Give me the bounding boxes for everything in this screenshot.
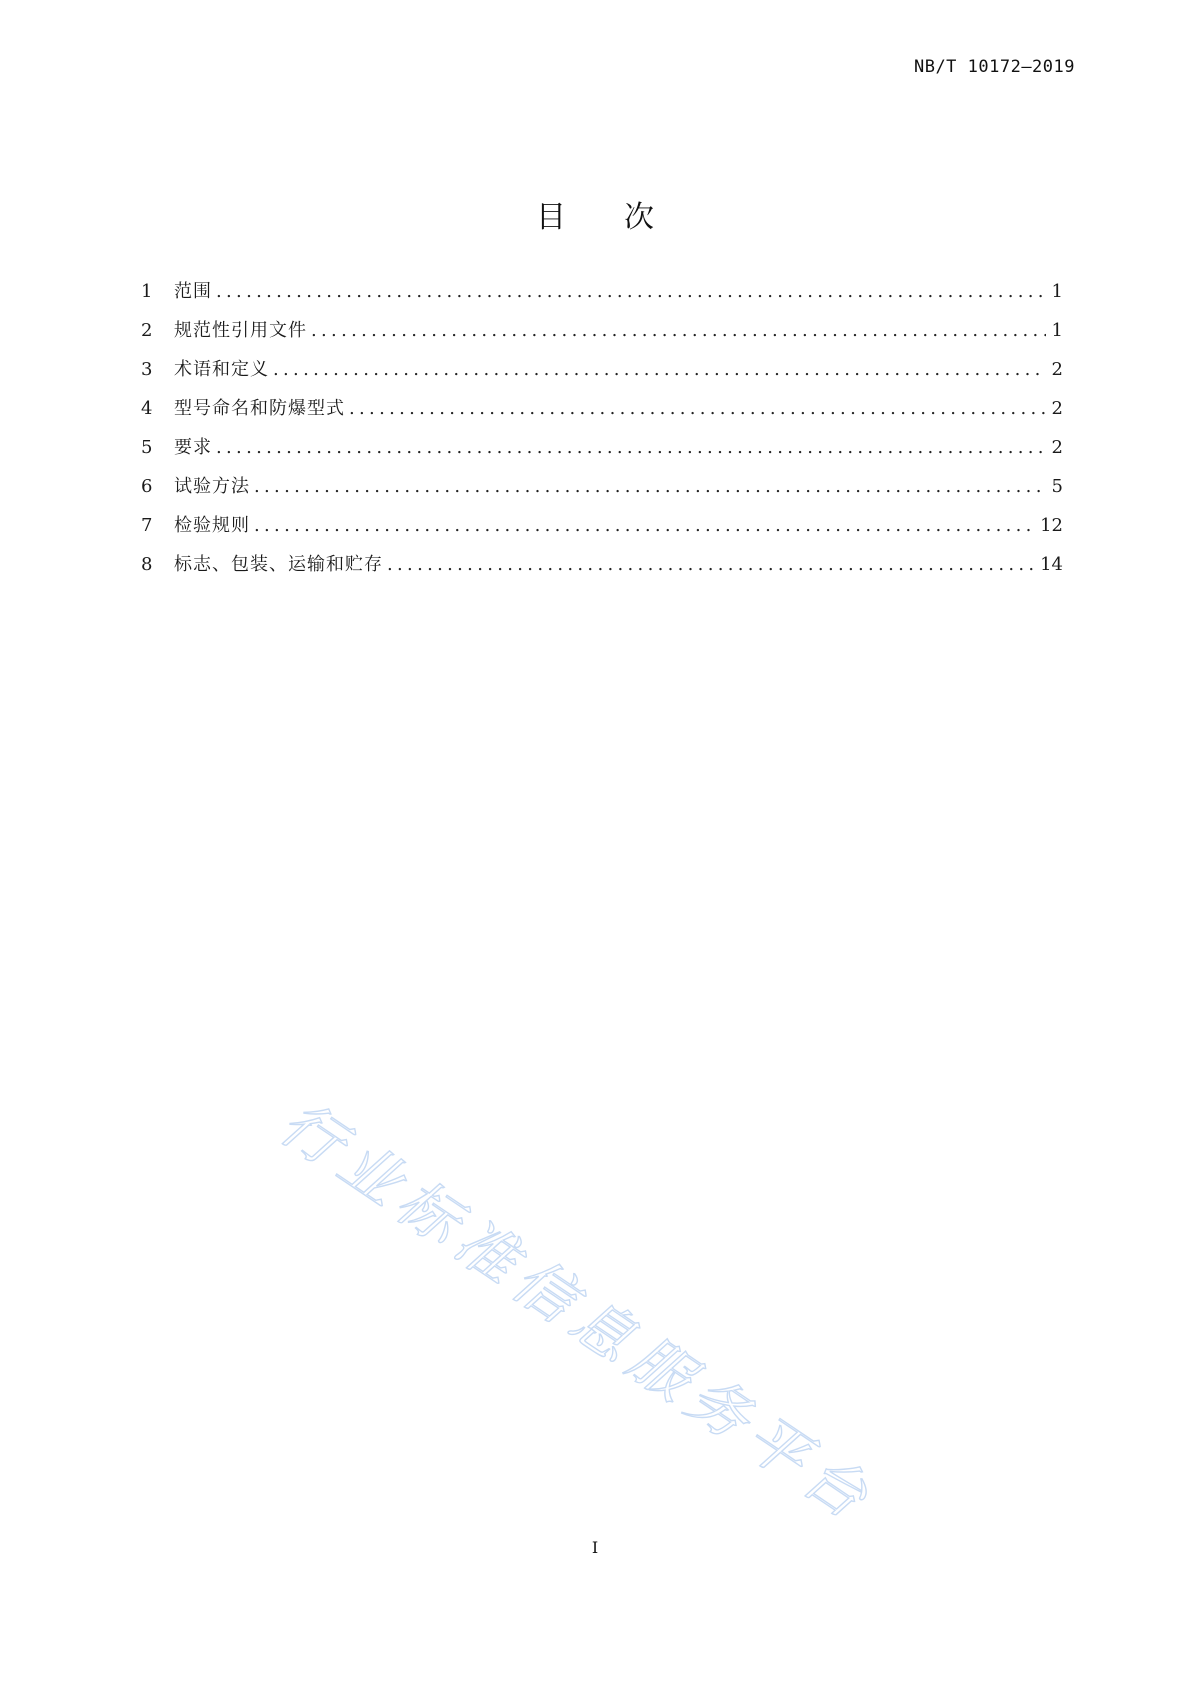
dot-leader bbox=[216, 272, 1046, 311]
toc-entry-page: 12 bbox=[1040, 515, 1063, 536]
toc-entry-title: 型号命名和防爆型式 bbox=[174, 398, 345, 419]
toc-entry-title: 标志、包装、运输和贮存 bbox=[174, 554, 383, 575]
toc-entry[interactable] bbox=[141, 545, 1063, 584]
toc-entry-number: 7 bbox=[141, 515, 153, 536]
page-number-footer: I bbox=[591, 1538, 599, 1557]
toc-entry-page: 2 bbox=[1051, 359, 1063, 380]
toc-entry[interactable] bbox=[141, 467, 1063, 506]
dot-leader bbox=[216, 428, 1046, 467]
toc-entry-number: 4 bbox=[141, 398, 153, 419]
toc-entry-number: 8 bbox=[141, 554, 153, 575]
toc-entry[interactable] bbox=[141, 389, 1063, 428]
toc-entry-title: 术语和定义 bbox=[174, 359, 269, 380]
toc-entry-number: 5 bbox=[141, 437, 153, 458]
toc-entry-page: 14 bbox=[1040, 554, 1063, 575]
dot-leader bbox=[349, 389, 1046, 428]
toc-entry-page: 5 bbox=[1051, 476, 1063, 497]
toc-entry-page: 1 bbox=[1051, 320, 1063, 341]
toc-entry[interactable] bbox=[141, 428, 1063, 467]
toc-entry-page: 1 bbox=[1051, 281, 1063, 302]
toc-entry-number: 2 bbox=[141, 320, 153, 341]
toc-entry-page: 2 bbox=[1051, 398, 1063, 419]
standard-number-header: NB/T 10172—2019 bbox=[913, 57, 1075, 77]
table-of-contents bbox=[141, 272, 1063, 584]
page-title: 目次 bbox=[536, 200, 712, 236]
toc-entry[interactable] bbox=[141, 311, 1063, 350]
toc-entry-page: 2 bbox=[1051, 437, 1063, 458]
toc-entry-title: 要求 bbox=[174, 437, 212, 458]
dot-leader bbox=[273, 350, 1046, 389]
toc-entry-number: 3 bbox=[141, 359, 153, 380]
dot-leader bbox=[254, 467, 1046, 506]
toc-entry-title: 检验规则 bbox=[174, 515, 250, 536]
toc-entry[interactable] bbox=[141, 272, 1063, 311]
dot-leader bbox=[387, 545, 1034, 584]
watermark: 行业标准信息服务平台 bbox=[267, 1088, 888, 1538]
toc-entry[interactable] bbox=[141, 350, 1063, 389]
toc-entry-title: 规范性引用文件 bbox=[174, 320, 307, 341]
toc-entry-title: 试验方法 bbox=[174, 476, 250, 497]
toc-entry-number: 1 bbox=[141, 281, 153, 302]
dot-leader bbox=[254, 506, 1034, 545]
toc-entry[interactable] bbox=[141, 506, 1063, 545]
toc-entry-number: 6 bbox=[141, 476, 153, 497]
toc-entry-title: 范围 bbox=[174, 281, 212, 302]
dot-leader bbox=[311, 311, 1046, 350]
